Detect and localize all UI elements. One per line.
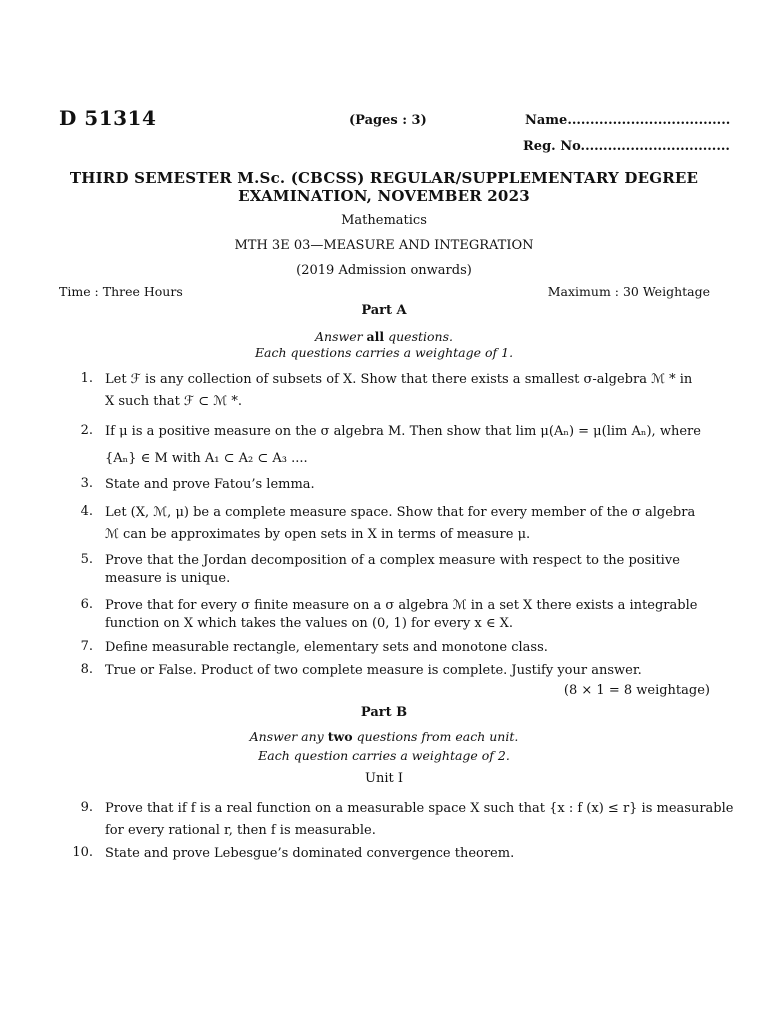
question-number: 9.	[80, 800, 93, 815]
question-number: 7.	[80, 639, 93, 654]
question-text: Prove that for every σ finite measure on a σ algebra ℳ in a set X there exists a integrable function on X which takes the values on (0, 1) for every x ∈ X.	[105, 598, 698, 631]
exam-title-line1: THIRD SEMESTER M.Sc. (CBCSS) REGULAR/SUPPLEMENTARY DEGREE	[69, 169, 699, 187]
page-count: (Pages : 3)	[349, 113, 427, 128]
question-text: True or False. Product of two complete measure is complete. Justify your answer.	[105, 663, 642, 678]
question-number: 5.	[80, 552, 93, 567]
part-a-weightage: (8 × 1 = 8 weightage)	[563, 683, 710, 698]
question-text: State and prove Fatou’s lemma.	[105, 477, 315, 492]
part-a-instruction-1: Answer all questions.	[315, 329, 453, 344]
question-text: Prove that the Jordan decomposition of a complex measure with respect to the positive measure is unique.	[105, 553, 680, 586]
part-b-heading: Part B	[360, 705, 408, 720]
course-title: MTH 3E 03—MEASURE AND INTEGRATION	[234, 238, 534, 253]
maximum-weightage: Maximum : 30 Weightage	[547, 284, 710, 299]
question-number: 6.	[80, 597, 93, 612]
time-allowed: Time : Three Hours	[59, 284, 183, 299]
question-number: 1.	[80, 371, 93, 386]
part-b-instruction-2: Each question carries a weightage of 2.	[258, 748, 510, 763]
admission-note: (2019 Admission onwards)	[296, 263, 472, 278]
question-text: Prove that if f is a real function on a measurable space X such that {x : f (x) ≤ r} is measurable for every rational r, then f is measurable.	[105, 801, 734, 838]
subject: Mathematics	[341, 213, 427, 228]
question-number: 8.	[80, 662, 93, 677]
name-field: Name....................................	[525, 113, 731, 128]
question-number: 10.	[72, 845, 93, 860]
question-number: 3.	[80, 476, 93, 491]
question-text: Let ℱ is any collection of subsets of X. Show that there exists a smallest σ-algebra ℳ * in X such that ℱ ⊂ ℳ *.	[105, 372, 693, 409]
question-text: Let (X, ℳ, μ) be a complete measure space. Show that for every member of the σ algebra ℳ can be approximates by open sets in X in terms of measure μ.	[105, 505, 696, 542]
question-number: 4.	[80, 504, 93, 519]
question-number: 2.	[80, 423, 93, 438]
question-text: State and prove Lebesgue’s dominated convergence theorem.	[105, 846, 515, 861]
unit-heading: Unit I	[365, 771, 403, 786]
question-text: If μ is a positive measure on the σ algebra M. Then show that lim μ(Aₙ) = μ(lim Aₙ), where {Aₙ} ∈ M with A₁ ⊂ A₂ ⊂ A₃ ....	[105, 424, 701, 466]
part-a-instruction-2: Each questions carries a weightage of 1.	[254, 345, 514, 360]
question-text: Define measurable rectangle, elementary sets and monotone class.	[105, 640, 548, 655]
paper-code: D 51314	[59, 106, 157, 130]
exam-title-line2: EXAMINATION, NOVEMBER 2023	[238, 187, 530, 205]
part-b-instruction-1: Answer any two questions from each unit.	[249, 729, 519, 744]
part-a-heading: Part A	[361, 303, 407, 318]
reg-no-field: Reg. No.................................	[523, 139, 730, 154]
